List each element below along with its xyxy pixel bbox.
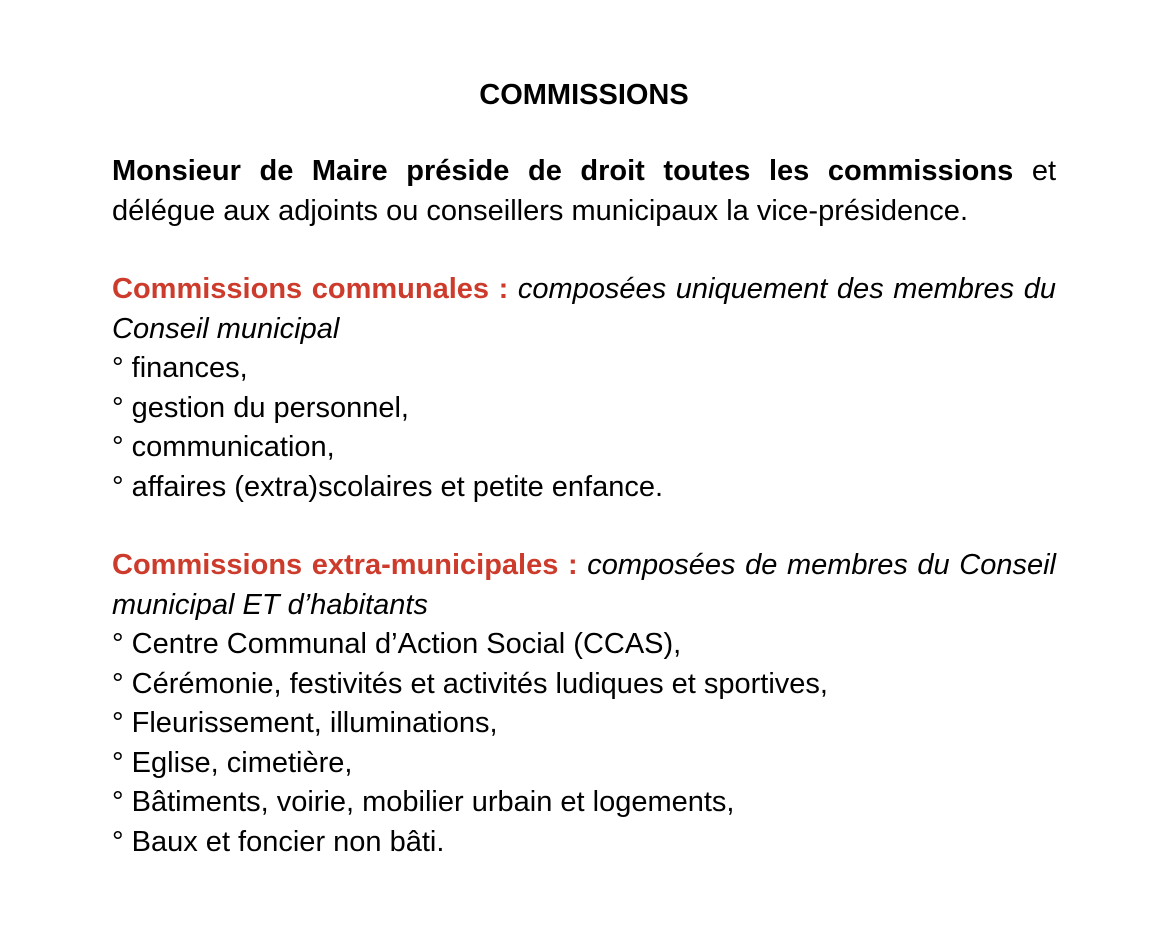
intro-bold-text: Monsieur de Maire préside de droit toutes les commissions	[112, 155, 1014, 187]
section-heading: Commissions communales :	[112, 273, 509, 305]
list-item: ° affaires (extra)scolaires et petite enfance.	[112, 470, 664, 503]
section-communales	[112, 270, 1056, 507]
list-item: ° Baux et foncier non bâti.	[112, 825, 445, 858]
list-item: ° Cérémonie, festivités et activités ludiques et sportives,	[112, 667, 828, 700]
section-header	[112, 270, 1056, 349]
section-header	[112, 546, 1056, 625]
list-item: ° Eglise, cimetière,	[112, 746, 353, 779]
commission-list	[112, 349, 1056, 507]
list-item: ° communication,	[112, 431, 335, 463]
list-item: ° Bâtiments, voirie, mobilier urbain et logements,	[112, 786, 735, 818]
section-extra-municipales	[112, 546, 1056, 862]
section-description: composées de membres du Conseil municipal ET d’habitants	[112, 549, 1056, 621]
page-title: COMMISSIONS	[479, 79, 689, 111]
list-item: ° Centre Communal d’Action Social (CCAS),	[112, 628, 682, 660]
document-page	[112, 72, 1056, 862]
intro-text: et délégue aux adjoints ou conseillers municipaux la vice-présidence.	[112, 155, 1057, 227]
commission-list	[112, 625, 1056, 862]
list-item: ° Fleurissement, illuminations,	[112, 707, 498, 739]
section-description: composées uniquement des membres du Conseil municipal	[112, 273, 1056, 345]
section-heading: Commissions extra-municipales :	[112, 549, 578, 581]
list-item: ° gestion du personnel,	[112, 391, 409, 424]
intro-paragraph	[112, 152, 1056, 231]
list-item: ° finances,	[112, 352, 248, 384]
